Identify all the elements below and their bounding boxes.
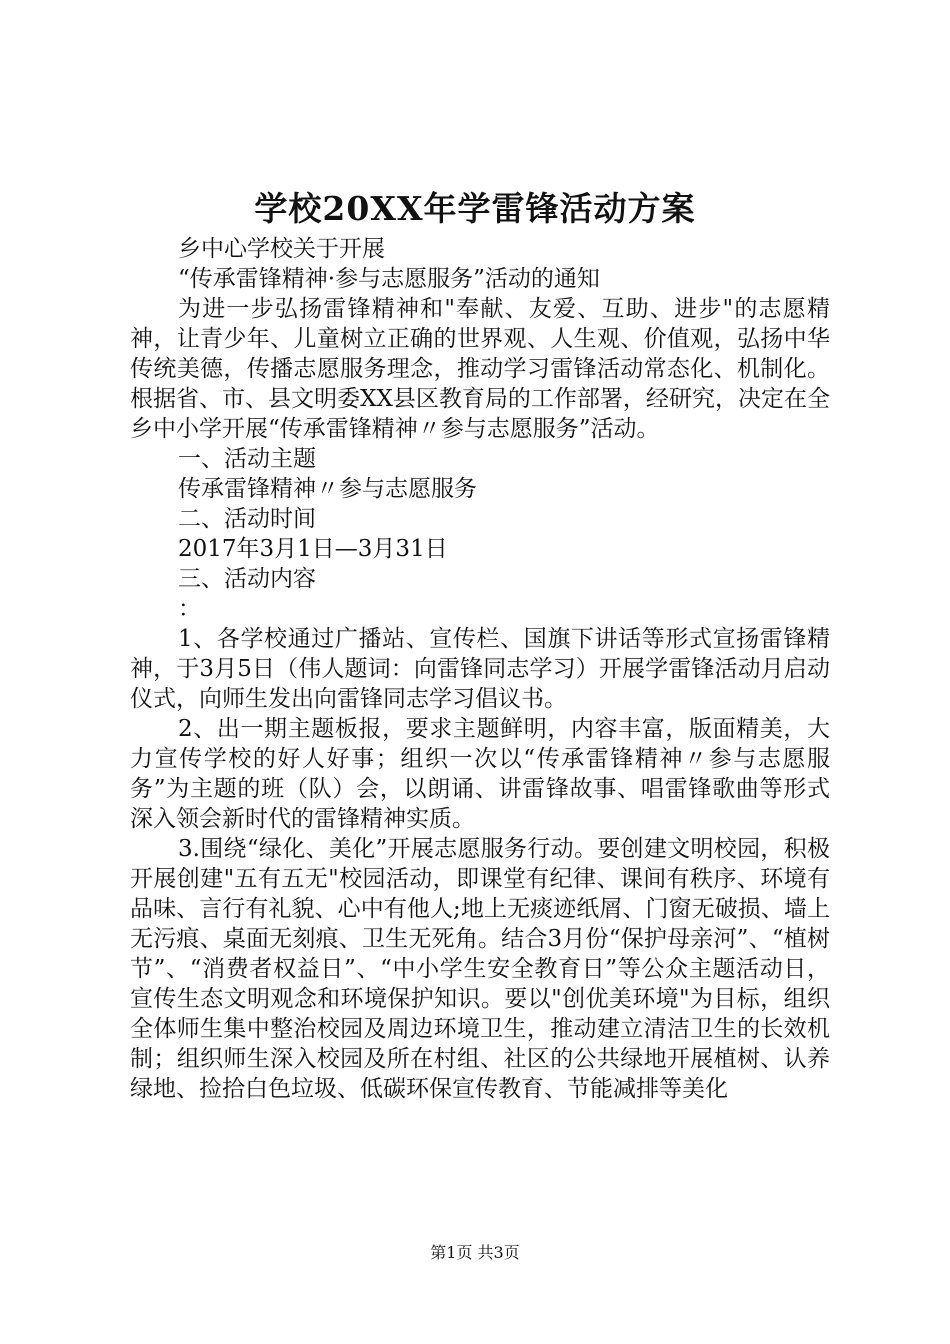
paragraph-activity-time: 2017年3月1日—3月31日 — [178, 536, 448, 562]
document-title: 学校20XX年学雷锋活动方案 — [254, 189, 696, 228]
page-footer: 第1页 共3页 — [430, 1243, 520, 1262]
heading-activity-time: 二、活动时间 — [178, 506, 316, 532]
paragraph-colon: ： — [178, 596, 201, 622]
paragraph-item-2: 2、出一期主题板报，要求主题鲜明，内容丰富，版面精美，大力宣传学校的好人好事；组织一次以“传承雷锋精神〃参与志愿服务”为主题的班（队）会，以朗诵、讲雷锋故事、唱雷锋歌曲等形式深入领会新时代的雷锋精神实质。 — [130, 716, 830, 832]
paragraph-school-notice: 乡中心学校关于开展 — [178, 236, 385, 262]
paragraph-activity-notice: “传承雷锋精神·参与志愿服务”活动的通知 — [178, 266, 600, 292]
heading-activity-theme: 一、活动主题 — [178, 446, 316, 472]
paragraph-item-3: 3.围绕“绿化、美化”开展志愿服务行动。要创建文明校园，积极开展创建"五有五无"校园活动，即课堂有纪律、课间有秩序、环境有品味、言行有礼貌、心中有他人;地上无痰迹纸屑、门窗无破损、墙上无污痕、桌面无刻痕、卫生无死角。结合3月份“保护母亲河”、“植树节”、“消费者权益日”、“中小学生安全教育日”等公众主题活动日，宣传生态文明观念和环境保护知识。要以"创优美环境"为目标，组织全体师生集中整治校园及周边环境卫生，推动建立清洁卫生的长效机制；组织师生深入校园及所在村组、社区的公共绿地开展植树、认养绿地、捡拾白色垃圾、低碳环保宣传教育、节能减排等美化 — [130, 836, 830, 1102]
document-body — [130, 234, 830, 1104]
paragraph-activity-theme: 传承雷锋精神〃参与志愿服务 — [178, 476, 477, 502]
paragraph-intro: 为进一步弘扬雷锋精神和"奉献、友爱、互助、进步"的志愿精神，让青少年、儿童树立正确的世界观、人生观、价值观，弘扬中华传统美德，传播志愿服务理念，推动学习雷锋活动常态化、机制化。根据省、市、县文明委XX县区教育局的工作部署，经研究，决定在全乡中小学开展“传承雷锋精神〃参与志愿服务”活动。 — [130, 296, 830, 442]
heading-activity-content: 三、活动内容 — [178, 566, 316, 592]
paragraph-item-1: 1、各学校通过广播站、宣传栏、国旗下讲话等形式宣扬雷锋精神，于3月5日（伟人题词：向雷锋同志学习）开展学雷锋活动月启动仪式，向师生发出向雷锋同志学习倡议书。 — [130, 626, 830, 712]
